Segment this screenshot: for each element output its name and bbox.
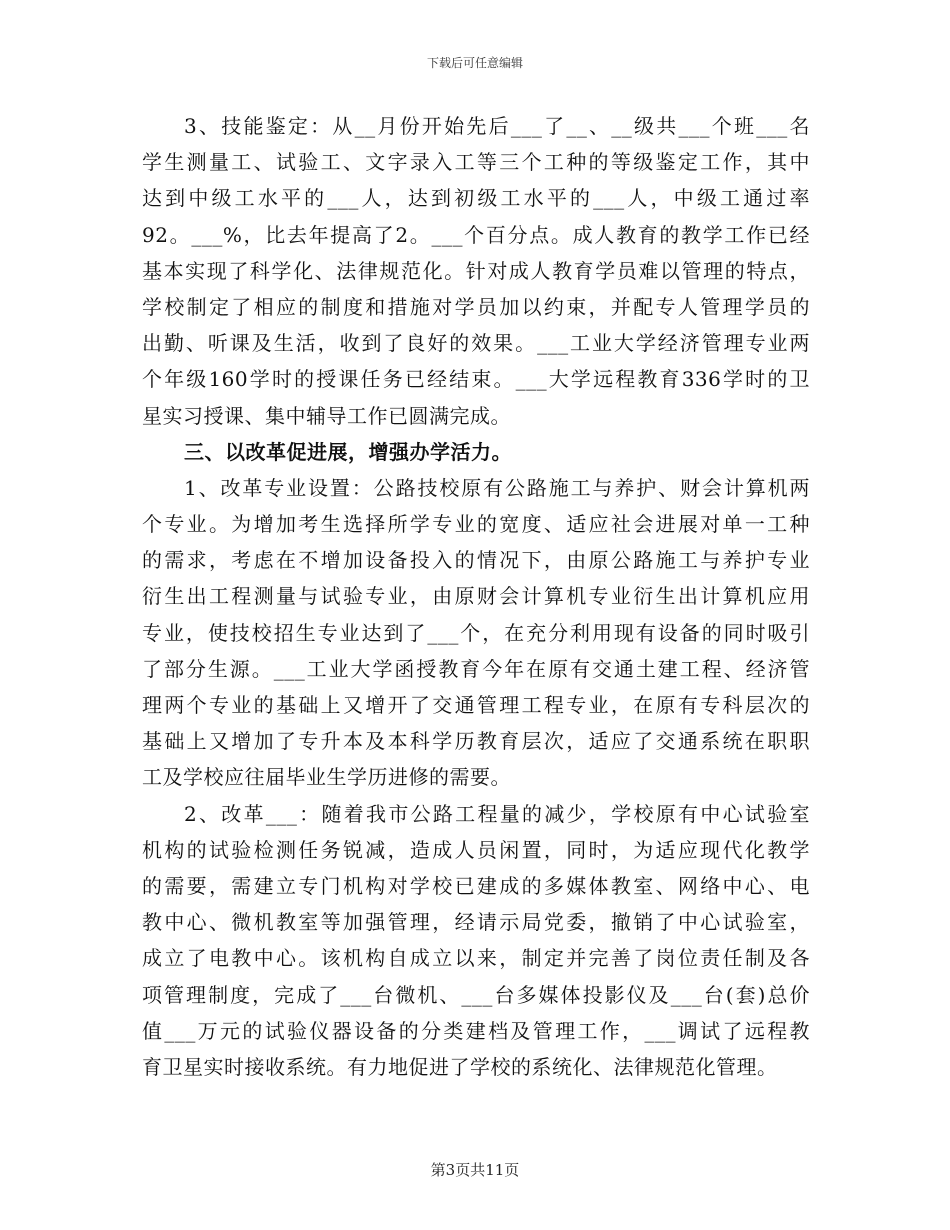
page-header: 下载后可任意编辑 <box>426 56 523 70</box>
paragraph-line: 工及学校应往届毕业生学历进修的需要。 <box>142 765 511 790</box>
paragraph-line: 成立了电教中心。该机构自成立以来，制定并完善了岗位责任制及各 <box>142 946 810 971</box>
paragraph-line: 育卫星实时接收系统。有力地促进了学校的系统化、法律规范化管理。 <box>142 1054 778 1079</box>
document-body <box>142 108 810 1085</box>
paragraph-line: 机构的试验检测任务锐减，造成人员闲置，同时，为适应现代化教学 <box>142 837 810 862</box>
paragraph-line: 星实习授课、集中辅导工作已圆满完成。 <box>142 403 511 428</box>
paragraph-line: 项管理制度，完成了___台微机、___台多媒体投影仪及___台(套)总价 <box>142 982 810 1007</box>
paragraph-line: 基本实现了科学化、法律规范化。针对成人教育学员难以管理的特点， <box>142 258 810 283</box>
paragraph-line: 学生测量工、试验工、文字录入工等三个工种的等级鉴定工作，其中 <box>142 150 810 175</box>
paragraph-line: 基础上又增加了专升本及本科学历教育层次，适应了交通系统在职职 <box>142 729 810 754</box>
paragraph-line: 的需求，考虑在不增加设备投入的情况下，由原公路施工与养护专业 <box>142 548 810 573</box>
paragraph-line: 理两个专业的基础上又增开了交通管理工程专业，在原有专科层次的 <box>142 693 810 717</box>
paragraph-line: 2、改革___：随着我市公路工程量的减少，学校原有中心试验室 <box>184 801 810 826</box>
paragraph-line: 3、技能鉴定：从__月份开始先后___了__、__级共___个班___名 <box>184 114 810 138</box>
paragraph-line: 衍生出工程测量与试验专业，由原财会计算机专业衍生出计算机应用 <box>142 584 810 609</box>
page-number: 第3页共11页 <box>430 1161 520 1179</box>
paragraph-line: 92。___%，比去年提高了2。___个百分点。成人教育的教学工作已经 <box>142 222 810 247</box>
paragraph-line: 教中心、微机教室等加强管理，经请示局党委，撤销了中心试验室， <box>142 910 810 935</box>
paragraph-line: 个专业。为增加考生选择所学专业的宽度、适应社会进展对单一工种 <box>142 512 810 537</box>
paragraph-line: 专业，使技校招生专业达到了___个，在充分利用现有设备的同时吸引 <box>142 620 810 645</box>
paragraph-line: 值___万元的试验仪器设备的分类建档及管理工作，___调试了远程教 <box>142 1018 810 1043</box>
section-heading: 三、以改革促进展，增强办学活力。 <box>184 439 512 464</box>
paragraph-line: 1、改革专业设置：公路技校原有公路施工与养护、财会计算机两 <box>184 475 810 500</box>
paragraph-line: 个年级160学时的授课任务已经结束。___大学远程教育336学时的卫 <box>142 367 810 392</box>
paragraph-line: 达到中级工水平的___人，达到初级工水平的___人，中级工通过率 <box>142 186 810 211</box>
paragraph-line: 了部分生源。___工业大学函授教育今年在原有交通土建工程、经济管 <box>142 656 810 681</box>
paragraph-line: 的需要，需建立专门机构对学校已建成的多媒体教室、网络中心、电 <box>142 873 810 898</box>
paragraph-line: 学校制定了相应的制度和措施对学员加以约束，并配专人管理学员的 <box>142 294 810 319</box>
paragraph-line: 出勤、听课及生活，收到了良好的效果。___工业大学经济管理专业两 <box>142 331 810 356</box>
